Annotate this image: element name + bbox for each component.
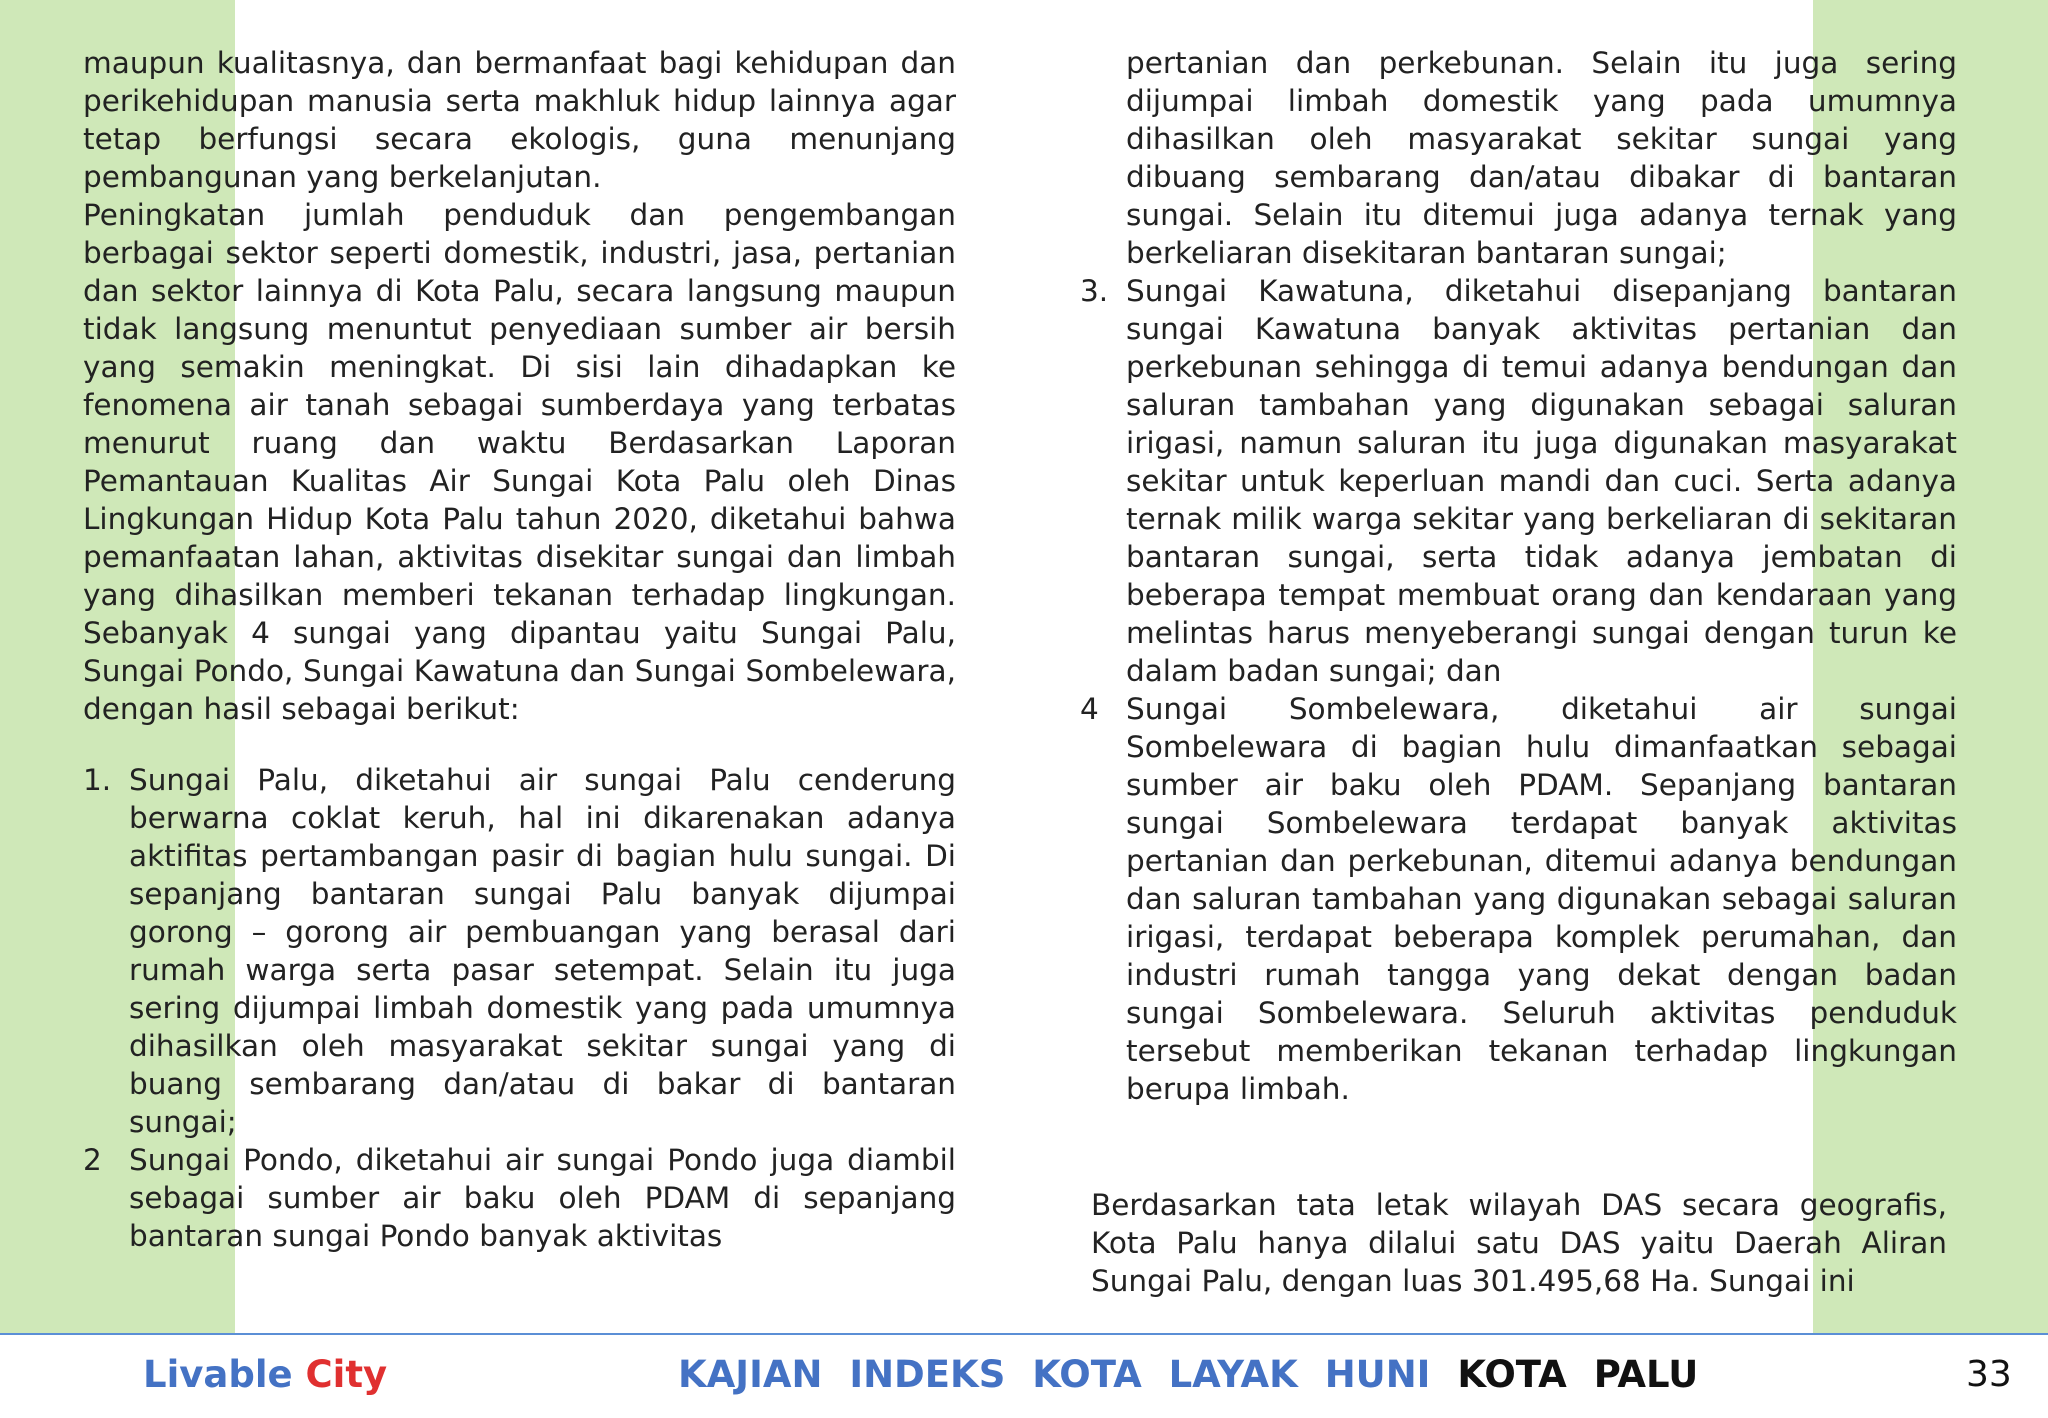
list-number: 4 [1080, 692, 1099, 726]
left-column [83, 44, 956, 1255]
list-text: Sungai Palu, diketahui air sungai Palu cenderung berwarna coklat keruh, hal ini dikarenakan adanya aktifitas pertambangan pasir di bagian hulu sungai. Di sepanjang bantaran sungai Palu banyak dijumpai gorong – gorong air pembuangan yang berasal dari rumah warga serta pasar setempat. Selain itu juga sering dijumpai limbah domestik yang pada umumnya dihasilkan oleh masyarakat sekitar sungai yang di buang sembarang dan/atau di bakar di bantaran sungai; [129, 763, 956, 1139]
footer-title [678, 1345, 1698, 1405]
list-item [83, 761, 956, 1141]
list-item [1080, 272, 1957, 690]
list-text: Sungai Sombelewara, diketahui air sungai Sombelewara di bagian hulu dimanfaatkan sebagai sumber air baku oleh PDAM. Sepanjang bantaran sungai Sombelewara terdapat banyak aktivitas pertanian dan perkebunan, ditemui adanya bendungan dan saluran tambahan yang digunakan sebagai saluran irigasi, terdapat beberapa komplek perumahan, dan industri rumah tangga yang dekat dengan badan sungai Sombelewara. Seluruh aktivitas penduduk tersebut memberikan tekanan terhadap lingkungan berupa limbah. [1126, 692, 1957, 1106]
paragraph-2: Peningkatan jumlah penduduk dan pengembangan berbagai sektor seperti domestik, industri, jasa, pertanian dan sektor lainnya di Kota Palu, secara langsung maupun tidak langsung menuntut penyediaan sumber air bersih yang semakin meningkat. Di sisi lain dihadapkan ke fenomena air tanah sebagai sumberdaya yang terbatas menurut ruang dan waktu Berdasarkan Laporan Pemantauan Kualitas Air Sungai Kota Palu oleh Dinas Lingkungan Hidup Kota Palu tahun 2020, diketahui bahwa pemanfaatan lahan, aktivitas disekitar sungai dan limbah yang dihasilkan memberi tekanan terhadap lingkungan. Sebanyak 4 sungai yang dipantau yaitu Sungai Palu, Sungai Pondo, Sungai Kawatuna dan Sungai Sombelewara, dengan hasil sebagai berikut: [83, 198, 956, 726]
footer-title-black: KOTA PALU [1457, 1353, 1699, 1396]
river-list-right [1080, 272, 1957, 1108]
list-text: Sungai Pondo, diketahui air sungai Pondo juga diambil sebagai sumber air baku oleh PDAM di sepanjang bantaran sungai Pondo banyak aktivitas [129, 1143, 956, 1253]
page-number: 33 [1966, 1354, 2012, 1395]
paragraph-1: maupun kualitasnya, dan bermanfaat bagi kehidupan dan perikehidupan manusia serta makhluk hidup lainnya agar tetap berfungsi secara ekologis, guna menunjang pembangunan yang berkelanjutan. [83, 46, 956, 194]
list-number: 2 [83, 1143, 102, 1177]
footer-title-blue: KAJIAN INDEKS KOTA LAYAK HUNI [678, 1353, 1431, 1396]
river-list-left [83, 761, 956, 1255]
list-number: 1. [83, 763, 112, 797]
list-text: Sungai Kawatuna, diketahui disepanjang bantaran sungai Kawatuna banyak aktivitas pertanian dan perkebunan sehingga di temui adanya bendungan dan saluran tambahan yang digunakan sebagai saluran irigasi, namun saluran itu juga digunakan masyarakat sekitar untuk keperluan mandi dan cuci. Serta adanya ternak milik warga sekitar yang berkeliaran di sekitaran bantaran sungai, serta tidak adanya jembatan di beberapa tempat membuat orang dan kendaraan yang melintas harus menyeberangi sungai dengan turun ke dalam badan sungai; dan [1126, 274, 1957, 688]
list-number: 3. [1080, 274, 1109, 308]
footer-brand [143, 1345, 387, 1405]
right-column [1080, 44, 1957, 1108]
closing-paragraph: Berdasarkan tata letak wilayah DAS secara geografis, Kota Palu hanya dilalui satu DAS yaitu Daerah Aliran Sungai Palu, dengan luas 301.495,68 Ha. Sungai ini [1091, 1187, 1947, 1298]
brand-city: City [305, 1353, 388, 1396]
list-item [1080, 690, 1957, 1108]
list-item [83, 1141, 956, 1255]
list-continuation: pertanian dan perkebunan. Selain itu juga sering dijumpai limbah domestik yang pada umumnya dihasilkan oleh masyarakat sekitar sungai yang dibuang sembarang dan/atau dibakar di bantaran sungai. Selain itu ditemui juga adanya ternak yang berkeliaran disekitaran bantaran sungai; [1126, 46, 1957, 270]
footer-divider [0, 1333, 2048, 1335]
brand-livable: Livable [143, 1353, 293, 1396]
